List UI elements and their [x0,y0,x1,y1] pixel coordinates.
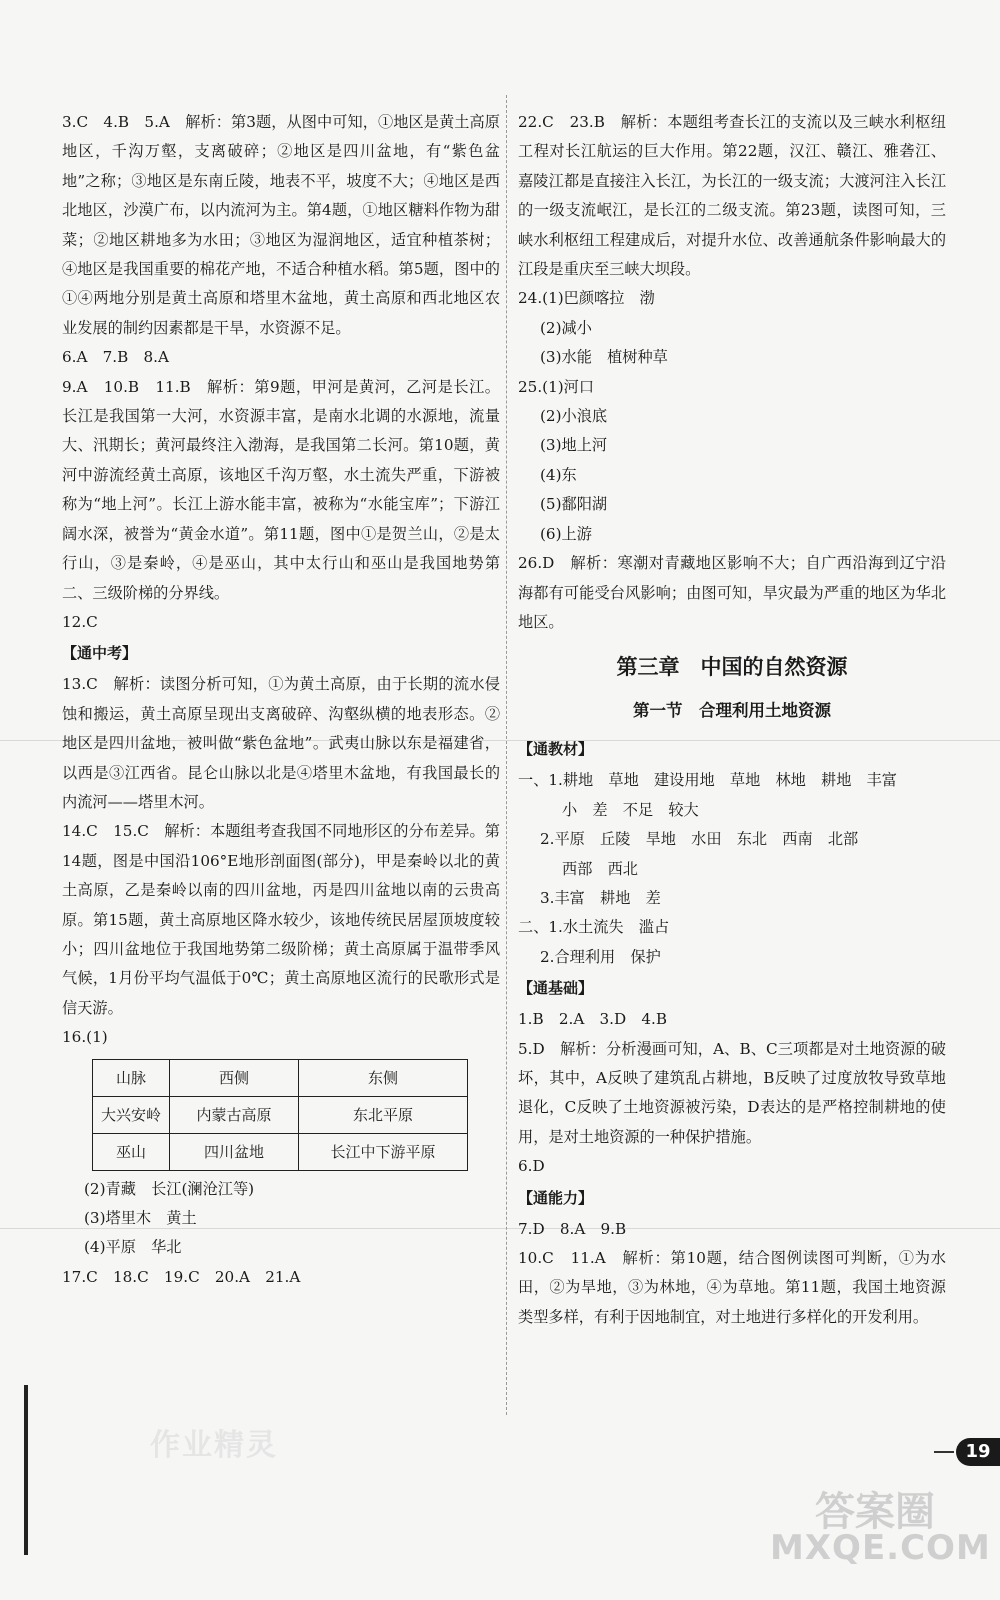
answer-14-15: 14.C 15.C 解析：本题组考查我国不同地形区的分布差异。第14题，图是中国沿106°E地形剖面图(部分)，甲是秦岭以北的黄土高原，乙是秦岭以南的四川盆地，丙是四川盆地以南的云贵高原。第15题，黄土高原地区降水较少，该地传统民居屋顶坡度较小；四川盆地位于我国地势第二级阶梯；黄土高原属于温带季风气候，1月份平均气温低于0℃；黄土高原地区流行的民歌形式是信天游。 [62,822,500,1017]
section-title: 第一节 合理利用土地资源 [633,701,831,721]
table-row [93,1059,468,1096]
table-cell: 大兴安岭 [93,1096,170,1133]
answer-22-23: 22.C 23.B 解析：本题组考查长江的支流以及三峡水利枢纽工程对长江航运的巨大作用。第22题，汉江、赣江、雅砻江、嘉陵江都是直接注入长江，为长江的一级支流；大渡河注入长江的一级支流岷江，是长江的二级支流。第23题，读图可知，三峡水利枢纽工程建成后，对提升水位、改善通航条件影响最大的江段是重庆至三峡大坝段。 [518,113,946,279]
table-cell: 内蒙古高原 [170,1096,299,1133]
textbook-1b: 小 差 不足 较大 [562,800,699,819]
answer-17-21: 17.C 18.C 19.C 20.A 21.A [62,1267,301,1286]
basic-5: 5.D 解析：分析漫画可知，A、B、C三项都是对土地资源的破坏，其中，A反映了建筑乱占耕地，B反映了过度放牧导致草地退化，C反映了土地资源被污染，D表达的是严格控制耕地的使用，是对土地资源的一种保护措施。 [518,1039,946,1146]
textbook-1a: 一、1.耕地 草地 建设用地 草地 林地 耕地 丰富 [518,771,897,790]
right-column [518,108,946,1332]
table-cell: 四川盆地 [170,1133,299,1170]
answer-25-2: (2)小浪底 [540,407,608,426]
watermark-zuoye: 作业精灵 [150,1428,278,1463]
textbook-4: 二、1.水土流失 滥占 [518,918,670,937]
watermark-logo: 答案圈 [815,1489,935,1535]
table-row [93,1096,468,1133]
answer-16-3: (3)塔里木 黄土 [84,1209,197,1227]
section-label-jichu: 【通基础】 [518,979,594,998]
textbook-2b: 西部 西北 [562,859,638,878]
basic-1-4: 1.B 2.A 3.D 4.B [518,1010,667,1029]
watermark-url: MXQE.COM [770,1528,991,1568]
answer-25-1: 25.(1)河口 [518,377,595,396]
table-cell: 长江中下游平原 [299,1133,468,1170]
ability-7-9: 7.D 8.A 9.B [518,1219,627,1238]
table-row [93,1133,468,1170]
table-cell: 山脉 [93,1059,170,1096]
section-label-nengli: 【通能力】 [518,1188,594,1207]
ability-10-11: 10.C 11.A 解析：第10题，结合图例读图可判断，①为水田，②为旱地，③为林地，④为草地。第11题，我国土地资源类型多样，有利于因地制宜，对土地进行多样化的开发利用。 [518,1249,946,1326]
basic-6: 6.D [518,1157,545,1176]
answer-25-5: (5)鄱阳湖 [540,495,608,514]
section-label-zhongkao: 【通中考】 [62,644,138,663]
answer-9-11: 9.A 10.B 11.B 解析：第9题，甲河是黄河，乙河是长江。长江是我国第一大河，水资源丰富，是南水北调的水源地，流量大、汛期长；黄河最终注入渤海，是我国第二长河。第10题，黄河中游流经黄土高原，该地区千沟万壑，水土流失严重，下游被称为“地上河”。长江上游水能丰富，被称为“水能宝库”；下游江阔水深，被誉为“黄金水道”。第11题，图中①是贺兰山，②是太行山，③是秦岭，④是巫山，其中太行山和巫山是我国地势第二、三级阶梯的分界线。 [62,377,500,602]
section-label-jiaocai: 【通教材】 [518,740,594,759]
column-divider [506,95,507,1415]
page-number-dash [934,1451,954,1453]
table-cell: 巫山 [93,1133,170,1170]
answer-24-1: 24.(1)巴颜喀拉 渤 [518,289,655,308]
table-cell: 东侧 [299,1059,468,1096]
answer-25-3: (3)地上河 [540,436,608,455]
table-cell: 东北平原 [299,1096,468,1133]
chapter-title: 第三章 中国的自然资源 [616,655,848,680]
textbook-5: 2.合理利用 保护 [540,947,661,966]
scan-edge-bar [24,1385,28,1555]
left-column [62,108,500,1292]
answer-12: 12.C [62,612,98,631]
textbook-2a: 2.平原 丘陵 旱地 水田 东北 西南 北部 [540,830,859,849]
answer-24-3: (3)水能 植树种草 [540,348,668,367]
answer-16-4: (4)平原 华北 [84,1238,182,1257]
table-cell: 西侧 [170,1059,299,1096]
answer-16-table [92,1059,468,1171]
answer-26: 26.D 解析：寒潮对青藏地区影响不大；自广西沿海到辽宁沿海都有可能受台风影响；由图可知，旱灾最为严重的地区为华北地区。 [518,554,946,631]
answer-25-4: (4)东 [540,465,577,484]
textbook-3: 3.丰富 耕地 差 [540,888,661,907]
answer-16-2: (2)青藏 长江(澜沧江等) [84,1179,255,1198]
answer-3-5: 3.C 4.B 5.A 解析：第3题，从图中可知，①地区是黄土高原地区，千沟万壑，支离破碎；②地区是四川盆地，有“紫色盆地”之称；③地区是东南丘陵，地表不平，坡度不大；④地区是西北地区，沙漠广布，以内流河为主。第4题，①地区糖料作物为甜菜；②地区耕地多为水田；③地区为湿润地区，适宜种植茶树；④地区是我国重要的棉花产地，不适合种植水稻。第5题，图中的①④两地分别是黄土高原和塔里木盆地，黄土高原和西北地区农业发展的制约因素都是干旱，水资源不足。 [62,113,500,337]
answer-6-8: 6.A 7.B 8.A [62,348,169,367]
page-number: 19 [956,1438,1000,1466]
answer-25-6: (6)上游 [540,524,592,543]
answer-24-2: (2)减小 [540,318,592,337]
answer-16-header: 16.(1) [62,1028,108,1047]
answer-13: 13.C 解析：读图分析可知，①为黄土高原，由于长期的流水侵蚀和搬运，黄土高原呈现出支离破碎、沟壑纵横的地表形态。②地区是四川盆地，被叫做“紫色盆地”。武夷山脉以东是福建省，以西是③江西省。昆仑山脉以北是④塔里木盆地，有我国最长的内流河——塔里木河。 [62,675,500,811]
